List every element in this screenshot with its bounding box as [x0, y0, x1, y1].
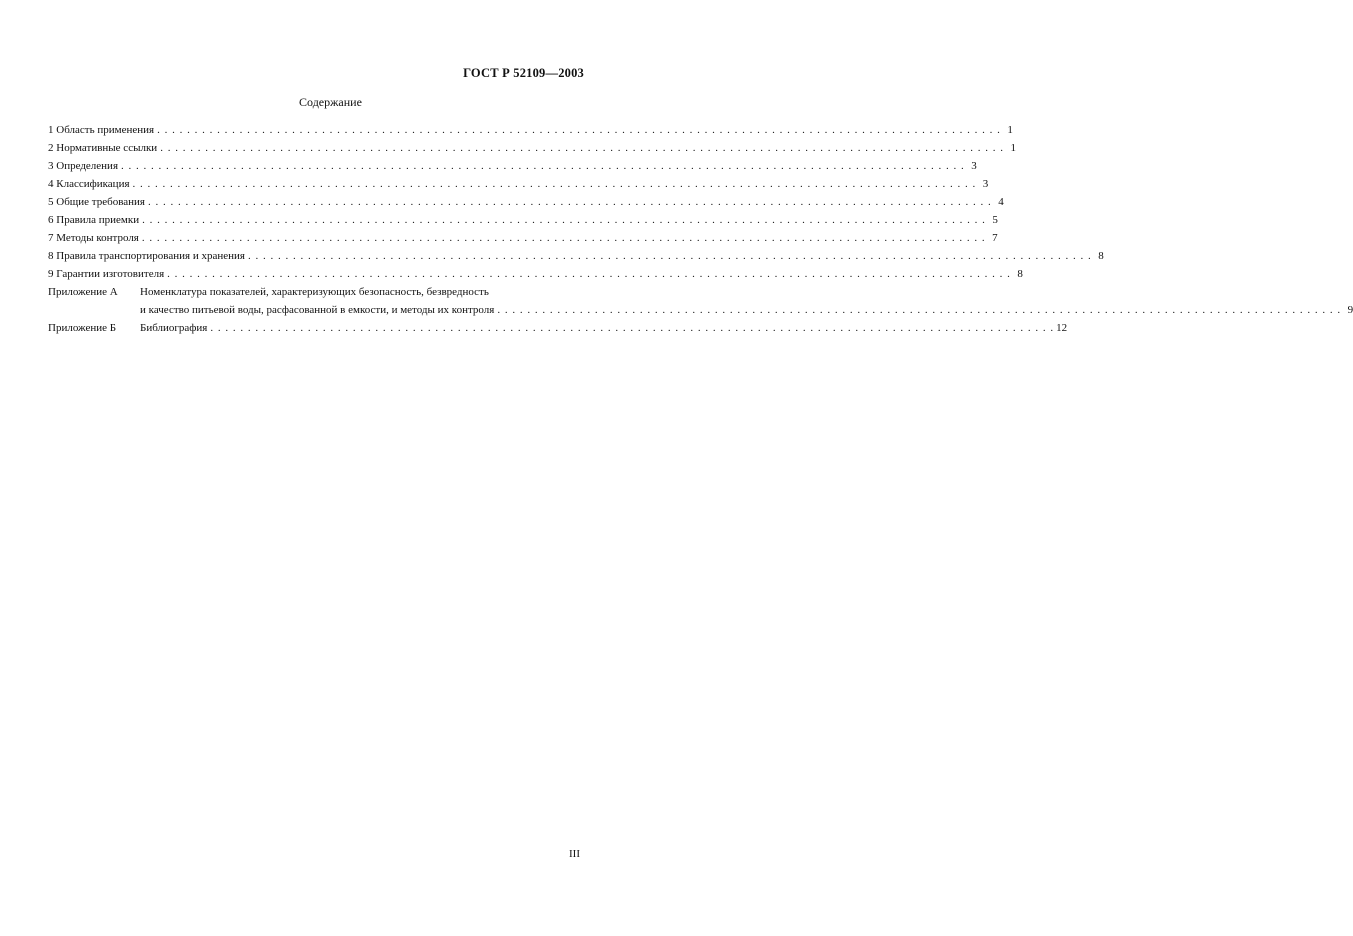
toc-entry-label: 8 Правила транспортирования и хранения: [48, 250, 245, 262]
toc-entry-page: 8: [1098, 250, 1104, 262]
toc-entry-label: Библиография: [140, 322, 208, 334]
toc-entry-page: 1: [1010, 142, 1016, 154]
toc-entry-page: 7: [992, 232, 998, 244]
toc-entry-page: 5: [992, 214, 998, 226]
toc-entry-label: 2 Нормативные ссылки: [48, 142, 158, 154]
appendix-title-line2: и качество питьевой воды, расфасованной в емкости, и методы их контроля: [140, 304, 495, 316]
toc-entry-appendix-a[interactable]: [48, 283, 1353, 319]
toc-leader-dots: [210, 319, 1053, 337]
appendix-body: [140, 283, 1353, 319]
toc-leader-dots: [148, 193, 991, 211]
toc-entry-label: 6 Правила приемки: [48, 214, 140, 226]
toc-entry-label: 9 Гарантии изготовителя: [48, 268, 165, 280]
toc-leader-dots: [160, 139, 1003, 157]
appendix-prefix: Приложение Б: [48, 322, 117, 334]
toc-leader-dots: [142, 229, 985, 247]
toc-leader-dots: [157, 121, 1000, 139]
toc-title: Содержание: [299, 95, 362, 109]
table-of-contents: [48, 121, 1353, 337]
toc-entry-label: 5 Общие требования: [48, 196, 145, 208]
appendix-prefix: Приложение А: [48, 286, 118, 298]
toc-entry-1[interactable]: [48, 121, 1013, 139]
appendix-title-line2-row: [140, 301, 1353, 319]
toc-entry-page: 8: [1017, 268, 1023, 280]
toc-entry-page: 12: [1056, 322, 1068, 334]
appendix-title-line1: Номенклатура показателей, характеризующих безопасность, безвредность: [140, 286, 489, 298]
page-number: III: [569, 848, 580, 860]
toc-leader-dots: [121, 157, 964, 175]
toc-leader-dots: [497, 301, 1340, 319]
toc-entry-page: 9: [1347, 304, 1353, 316]
toc-entry-page: 3: [971, 160, 977, 172]
toc-entry-label: 1 Область применения: [48, 124, 155, 136]
toc-entry-label: 4 Классификация: [48, 178, 130, 190]
document-code: ГОСТ Р 52109—2003: [463, 66, 584, 80]
toc-entry-7[interactable]: [48, 229, 998, 247]
toc-entry-2[interactable]: [48, 139, 1016, 157]
toc-leader-dots: [142, 211, 985, 229]
toc-leader-dots: [167, 265, 1010, 283]
toc-entry-8[interactable]: [48, 247, 1104, 265]
toc-entry-6[interactable]: [48, 211, 998, 229]
toc-entry-3[interactable]: [48, 157, 977, 175]
toc-leader-dots: [248, 247, 1091, 265]
toc-entry-label: 7 Методы контроля: [48, 232, 139, 244]
toc-entry-appendix-b[interactable]: [48, 319, 1068, 337]
toc-entry-4[interactable]: [48, 175, 989, 193]
toc-entry-page: 4: [998, 196, 1004, 208]
toc-entry-page: 3: [982, 178, 989, 190]
toc-entry-9[interactable]: [48, 265, 1023, 283]
toc-leader-dots: [133, 175, 976, 193]
toc-entry-label: 3 Определения: [48, 160, 119, 172]
toc-entry-page: 1: [1007, 124, 1013, 136]
toc-entry-5[interactable]: [48, 193, 1004, 211]
